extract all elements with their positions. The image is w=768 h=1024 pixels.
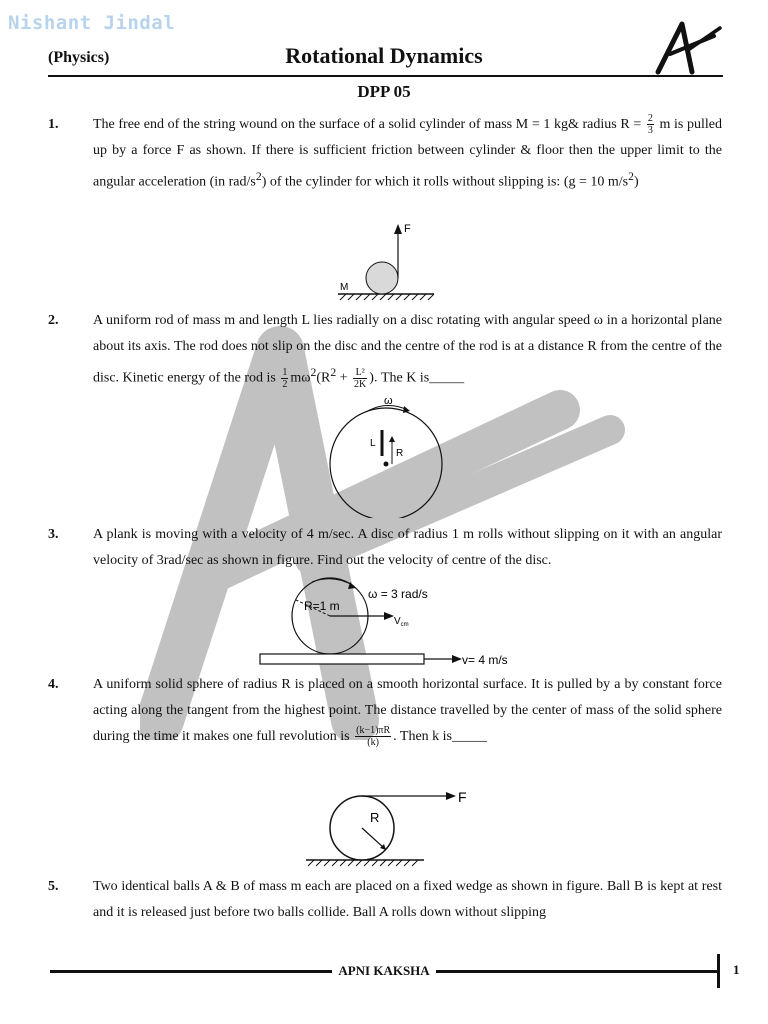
force-label: F <box>404 223 411 235</box>
question-number: 3. <box>48 527 59 542</box>
subject-label: (Physics) <box>48 49 110 66</box>
footer-rule-left <box>50 970 332 973</box>
radius-label: R <box>396 448 404 459</box>
question-5 <box>48 874 722 926</box>
footer-rule-right <box>436 970 718 973</box>
question-number: 1. <box>48 117 59 132</box>
question-number: 4. <box>48 677 59 692</box>
question-text: A uniform solid sphere of radius R is placed on a smooth horizontal surface. It is pulled by a by constant force acting along the tangent from the highest point. The distance travelled by the center of mass of the solid sphere during the time it makes one full revolution is $\frac{(k-1)\pi R}{(k)}$ . Then k is_____ <box>93 677 722 749</box>
question-4 <box>48 672 722 750</box>
omega-label: ω <box>384 395 393 407</box>
force-label: F <box>458 789 467 805</box>
figure-cylinder-string <box>330 220 440 302</box>
figure-rod-on-disc <box>322 394 448 518</box>
plank-velocity-label: v= 4 m/s <box>462 653 508 667</box>
dpp-heading: DPP 05 <box>357 82 411 101</box>
question-2 <box>48 308 722 392</box>
question-1 <box>48 112 722 196</box>
page-number: 1 <box>733 962 740 977</box>
length-label: L <box>370 438 376 449</box>
fraction: $\frac{1}{2}$ <box>282 366 288 390</box>
figure-sphere-force <box>300 786 480 872</box>
figure-disc-on-plank <box>256 576 526 668</box>
question-text: A plank is moving with a velocity of 4 m/sec. A disc of radius 1 m rolls without slipping on it with an angular velocity of 3rad/sec as shown in figure. Find out the velocity of centre of the disc. <box>93 527 722 568</box>
vcm-label: $V_{cm}$ <box>394 616 409 628</box>
fraction: $\frac{(k-1)\pi R}{(k)}$ <box>356 725 391 749</box>
footer-divider <box>717 954 720 988</box>
question-3 <box>48 522 722 574</box>
footer-brand: APNI KAKSHA <box>338 963 430 978</box>
radius-label: R <box>370 810 380 825</box>
omega-label: ω = 3 rad/s <box>368 587 428 601</box>
question-text: A uniform rod of mass m and length L lies radially on a disc rotating with angular speed ω in a horizontal plane about its axis. The rod does not slip on the disc and the centre of the rod is at a distance R from the centre of the disc. Kinetic energy of the rod is $\frac{1}{2}$ $m\omega^2(R^2$ + $\frac{\text{L²}}{2K}$ ). The K is_____ <box>93 313 722 390</box>
brand-logo <box>652 20 724 76</box>
fraction: $\frac{\text{L²}}{2K}$ <box>354 366 367 390</box>
question-text: The free end of the string wound on the surface of a solid cylinder of mass M = 1 kg& radius R = $\frac{2}{3}$ m is pulled up by a force F as shown. If there is sufficient friction between cylinder & floor then the upper limit to the angular acceleration (in rad/$s^2$) of the cylinder for which it rolls without slipping is: (g = 10 $m/s^2$) <box>93 113 722 190</box>
fraction: $\frac{2}{3}$ <box>647 113 653 137</box>
question-number: 5. <box>48 879 59 894</box>
author-watermark: Nishant Jindal <box>8 12 176 34</box>
header-rule <box>48 75 723 77</box>
page-title: Rotational Dynamics <box>285 43 483 68</box>
question-number: 2. <box>48 313 59 328</box>
question-text: Two identical balls A & B of mass m each are placed on a fixed wedge as shown in figure. Ball B is kept at rest and it is released just before two balls collide. Ball A rolls down without slipping <box>93 879 722 920</box>
radius-label: R=1 m <box>304 599 340 613</box>
mass-label: M <box>340 282 349 293</box>
